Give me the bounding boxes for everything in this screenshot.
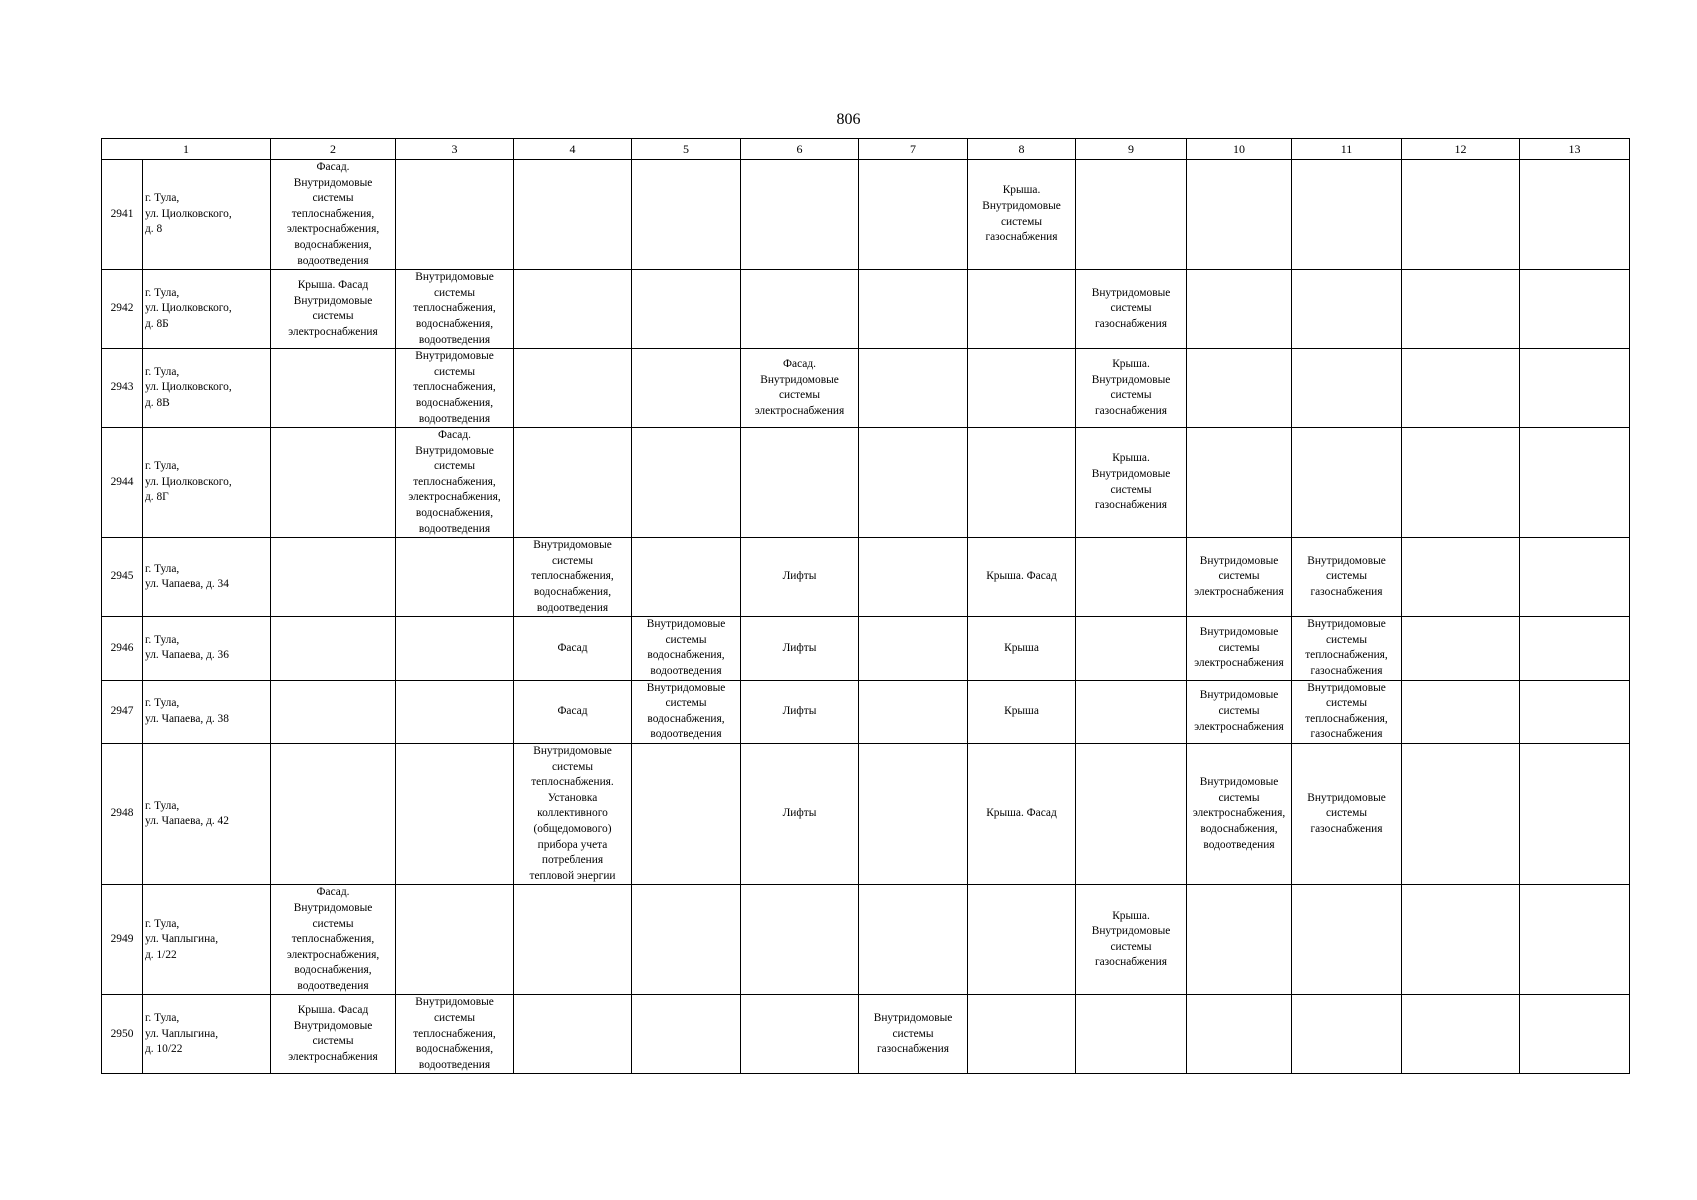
work-text: Внутридомовые системы теплоснабжения, водоснабжения, водоотведения <box>413 996 496 1071</box>
work-cell-col-11 <box>1292 270 1402 349</box>
address-text: г. Тула, ул. Циолковского, д. 8 <box>145 192 232 236</box>
address-cell <box>143 538 271 617</box>
row-number: 2942 <box>102 270 143 349</box>
work-text: Крыша. Внутридомовые системы газоснабжения <box>1091 909 1171 969</box>
work-text: Фасад. Внутридомовые системы электроснабжения <box>754 357 845 417</box>
work-text: Крыша. Внутридомовые системы газоснабжения <box>1091 452 1171 512</box>
work-cell-col-3 <box>396 885 514 995</box>
work-cell-col-12 <box>1402 428 1520 538</box>
work-cell-col-13 <box>1520 538 1630 617</box>
work-cell-col-10 <box>1187 349 1292 428</box>
work-cell-col-3 <box>396 995 514 1074</box>
work-cell-col-3 <box>396 428 514 538</box>
work-cell-col-8 <box>968 995 1076 1074</box>
address-text: г. Тула, ул. Чапаева, д. 34 <box>145 562 229 591</box>
work-cell-col-11 <box>1292 428 1402 538</box>
work-cell-col-9 <box>1076 160 1187 270</box>
work-text: Внутридомовые системы газоснабжения <box>1307 791 1386 835</box>
page-number: 806 <box>836 111 861 128</box>
work-cell-col-11 <box>1292 617 1402 680</box>
work-cell-col-5 <box>632 617 741 680</box>
work-cell-col-3 <box>396 538 514 617</box>
work-text: Внутридомовые системы теплоснабжения, газоснабжения <box>1305 618 1388 677</box>
work-cell-col-8 <box>968 270 1076 349</box>
work-cell-col-4 <box>514 160 632 270</box>
work-cell-col-9 <box>1076 428 1187 538</box>
column-number-row <box>102 139 1630 160</box>
work-cell-col-11 <box>1292 885 1402 995</box>
work-text: Лифты <box>782 570 817 583</box>
table-row <box>102 270 1630 349</box>
work-cell-col-2 <box>271 349 396 428</box>
column-header-5: 5 <box>632 139 741 160</box>
work-cell-col-3 <box>396 349 514 428</box>
work-cell-col-4 <box>514 428 632 538</box>
work-cell-col-10 <box>1187 995 1292 1074</box>
address-cell <box>143 680 271 743</box>
work-cell-col-7 <box>859 885 968 995</box>
work-cell-col-12 <box>1402 995 1520 1074</box>
work-text: Лифты <box>782 641 817 654</box>
work-text: Внутридомовые системы теплоснабжения, водоснабжения, водоотведения <box>413 271 496 346</box>
work-cell-col-13 <box>1520 349 1630 428</box>
table-row <box>102 995 1630 1074</box>
work-cell-col-3 <box>396 743 514 884</box>
work-text: Крыша <box>1004 641 1039 654</box>
work-text: Внутридомовые системы газоснабжения <box>873 1012 953 1056</box>
work-cell-col-8 <box>968 538 1076 617</box>
work-cell-col-12 <box>1402 885 1520 995</box>
work-text: Крыша. Фасад Внутридомовые системы электроснабжения <box>288 278 378 338</box>
work-cell-col-8 <box>968 743 1076 884</box>
work-cell-col-7 <box>859 538 968 617</box>
work-cell-col-11 <box>1292 995 1402 1074</box>
work-cell-col-4 <box>514 743 632 884</box>
work-cell-col-3 <box>396 160 514 270</box>
work-cell-col-8 <box>968 160 1076 270</box>
work-cell-col-12 <box>1402 349 1520 428</box>
table-row <box>102 680 1630 743</box>
work-cell-col-5 <box>632 428 741 538</box>
row-number: 2944 <box>102 428 143 538</box>
work-text: Крыша. Внутридомовые системы газоснабжения <box>982 184 1061 244</box>
work-text: Внутридомовые системы теплоснабжения, водоснабжения, водоотведения <box>531 539 614 614</box>
work-text: Крыша. Внутридомовые системы газоснабжения <box>1091 357 1171 417</box>
table-row <box>102 538 1630 617</box>
work-cell-col-4 <box>514 680 632 743</box>
work-cell-col-6 <box>741 538 859 617</box>
work-cell-col-4 <box>514 538 632 617</box>
work-cell-col-2 <box>271 428 396 538</box>
work-cell-col-9 <box>1076 995 1187 1074</box>
table-row <box>102 617 1630 680</box>
work-cell-col-10 <box>1187 160 1292 270</box>
work-cell-col-3 <box>396 680 514 743</box>
work-text: Крыша <box>1004 704 1039 717</box>
work-cell-col-9 <box>1076 270 1187 349</box>
work-cell-col-9 <box>1076 349 1187 428</box>
table-row <box>102 349 1630 428</box>
work-cell-col-8 <box>968 617 1076 680</box>
column-header-9: 9 <box>1076 139 1187 160</box>
work-text: Крыша. Фасад <box>986 807 1057 820</box>
row-number: 2941 <box>102 160 143 270</box>
work-cell-col-5 <box>632 349 741 428</box>
work-cell-col-7 <box>859 680 968 743</box>
work-cell-col-13 <box>1520 680 1630 743</box>
work-cell-col-13 <box>1520 270 1630 349</box>
work-cell-col-9 <box>1076 885 1187 995</box>
work-cell-col-5 <box>632 538 741 617</box>
work-cell-col-11 <box>1292 349 1402 428</box>
work-cell-col-5 <box>632 270 741 349</box>
work-cell-col-8 <box>968 680 1076 743</box>
work-cell-col-12 <box>1402 680 1520 743</box>
work-cell-col-11 <box>1292 680 1402 743</box>
column-header-7: 7 <box>859 139 968 160</box>
address-text: г. Тула, ул. Чаплыгина, д. 10/22 <box>145 1012 219 1056</box>
column-header-4: 4 <box>514 139 632 160</box>
work-cell-col-10 <box>1187 538 1292 617</box>
work-cell-col-11 <box>1292 160 1402 270</box>
work-cell-col-13 <box>1520 995 1630 1074</box>
table-row <box>102 160 1630 270</box>
work-cell-col-7 <box>859 995 968 1074</box>
work-cell-col-8 <box>968 885 1076 995</box>
work-cell-col-11 <box>1292 743 1402 884</box>
work-cell-col-9 <box>1076 617 1187 680</box>
address-text: г. Тула, ул. Циолковского, д. 8Б <box>145 286 232 330</box>
work-cell-col-2 <box>271 160 396 270</box>
work-cell-col-4 <box>514 617 632 680</box>
table-row <box>102 743 1630 884</box>
work-cell-col-12 <box>1402 743 1520 884</box>
row-number: 2947 <box>102 680 143 743</box>
work-cell-col-5 <box>632 680 741 743</box>
work-cell-col-10 <box>1187 270 1292 349</box>
address-text: г. Тула, ул. Чапаева, д. 38 <box>145 697 229 725</box>
work-cell-col-7 <box>859 270 968 349</box>
row-number: 2945 <box>102 538 143 617</box>
work-cell-col-6 <box>741 680 859 743</box>
work-cell-col-13 <box>1520 617 1630 680</box>
work-text: Внутридомовые системы электроснабжения <box>1194 689 1284 733</box>
work-cell-col-4 <box>514 995 632 1074</box>
column-header-2: 2 <box>271 139 396 160</box>
row-number: 2946 <box>102 617 143 680</box>
work-cell-col-8 <box>968 428 1076 538</box>
work-cell-col-12 <box>1402 538 1520 617</box>
work-cell-col-7 <box>859 160 968 270</box>
row-number: 2948 <box>102 743 143 884</box>
work-cell-col-10 <box>1187 680 1292 743</box>
work-cell-col-8 <box>968 349 1076 428</box>
work-cell-col-13 <box>1520 428 1630 538</box>
work-cell-col-11 <box>1292 538 1402 617</box>
work-text: Внутридомовые системы водоснабжения, водоотведения <box>646 681 726 741</box>
address-cell <box>143 617 271 680</box>
address-cell <box>143 160 271 270</box>
work-cell-col-6 <box>741 885 859 995</box>
work-text: Фасад. Внутридомовые системы теплоснабжения, электроснабжения, водоснабжения, водоотведения <box>286 886 380 992</box>
work-cell-col-5 <box>632 885 741 995</box>
repair-schedule-table <box>101 138 1630 1074</box>
work-cell-col-3 <box>396 617 514 680</box>
work-cell-col-9 <box>1076 538 1187 617</box>
work-cell-col-2 <box>271 680 396 743</box>
column-header-8: 8 <box>968 139 1076 160</box>
address-cell <box>143 428 271 538</box>
work-cell-col-6 <box>741 743 859 884</box>
work-cell-col-4 <box>514 349 632 428</box>
work-cell-col-9 <box>1076 743 1187 884</box>
work-text: Внутридомовые системы электроснабжения, водоснабжения, водоотведения <box>1192 776 1286 851</box>
work-text: Фасад. Внутридомовые системы теплоснабжения, электроснабжения, водоснабжения, водоотведения <box>408 429 501 535</box>
column-header-6: 6 <box>741 139 859 160</box>
address-cell <box>143 743 271 884</box>
work-cell-col-12 <box>1402 270 1520 349</box>
address-cell <box>143 270 271 349</box>
table-row <box>102 885 1630 995</box>
row-number: 2950 <box>102 995 143 1074</box>
work-text: Крыша. Фасад <box>986 570 1057 583</box>
work-cell-col-2 <box>271 617 396 680</box>
address-cell <box>143 885 271 995</box>
work-text: Фасад <box>557 704 588 717</box>
work-text: Внутридомовые системы теплоснабжения, газоснабжения <box>1305 681 1388 741</box>
work-cell-col-13 <box>1520 160 1630 270</box>
work-cell-col-9 <box>1076 680 1187 743</box>
work-text: Внутридомовые системы газоснабжения <box>1307 554 1386 599</box>
work-cell-col-2 <box>271 270 396 349</box>
work-cell-col-10 <box>1187 617 1292 680</box>
address-cell <box>143 995 271 1074</box>
column-header-13: 13 <box>1520 139 1630 160</box>
work-cell-col-6 <box>741 428 859 538</box>
work-text: Фасад. Внутридомовые системы теплоснабжения, электроснабжения, водоснабжения, водоотведения <box>286 161 380 267</box>
work-text: Внутридомовые системы электроснабжения <box>1194 626 1284 670</box>
column-header-3: 3 <box>396 139 514 160</box>
work-cell-col-6 <box>741 995 859 1074</box>
work-text: Внутридомовые системы электроснабжения <box>1194 554 1284 599</box>
work-text: Внутридомовые системы теплоснабжения, водоснабжения, водоотведения <box>413 350 496 425</box>
address-text: г. Тула, ул. Циолковского, д. 8Г <box>145 460 232 504</box>
column-header-12: 12 <box>1402 139 1520 160</box>
work-cell-col-4 <box>514 885 632 995</box>
work-cell-col-2 <box>271 538 396 617</box>
work-cell-col-7 <box>859 617 968 680</box>
table-row <box>102 428 1630 538</box>
work-text: Внутридомовые системы водоснабжения, водоотведения <box>646 618 726 677</box>
work-cell-col-6 <box>741 160 859 270</box>
work-cell-col-7 <box>859 428 968 538</box>
work-text: Фасад <box>557 641 588 654</box>
work-cell-col-7 <box>859 743 968 884</box>
row-number: 2943 <box>102 349 143 428</box>
work-cell-col-6 <box>741 617 859 680</box>
work-cell-col-2 <box>271 743 396 884</box>
work-cell-col-10 <box>1187 743 1292 884</box>
work-cell-col-5 <box>632 995 741 1074</box>
work-cell-col-5 <box>632 743 741 884</box>
work-text: Внутридомовые системы теплоснабжения. Установка коллективного (общедомового) прибора учета потребления тепловой энергии <box>529 744 616 882</box>
column-header-11: 11 <box>1292 139 1402 160</box>
work-cell-col-10 <box>1187 885 1292 995</box>
work-cell-col-13 <box>1520 743 1630 884</box>
address-text: г. Тула, ул. Чапаева, д. 42 <box>145 799 229 828</box>
work-cell-col-2 <box>271 885 396 995</box>
work-cell-col-12 <box>1402 160 1520 270</box>
address-text: г. Тула, ул. Чапаева, д. 36 <box>145 633 229 662</box>
work-cell-col-6 <box>741 349 859 428</box>
column-header-1: 1 <box>102 139 271 160</box>
address-text: г. Тула, ул. Чаплыгина, д. 1/22 <box>145 917 219 961</box>
row-number: 2949 <box>102 885 143 995</box>
work-cell-col-2 <box>271 995 396 1074</box>
work-cell-col-4 <box>514 270 632 349</box>
address-cell <box>143 349 271 428</box>
work-cell-col-13 <box>1520 885 1630 995</box>
work-cell-col-7 <box>859 349 968 428</box>
work-text: Лифты <box>782 704 817 717</box>
work-text: Внутридомовые системы газоснабжения <box>1091 286 1171 330</box>
address-text: г. Тула, ул. Циолковского, д. 8В <box>145 365 232 409</box>
work-cell-col-5 <box>632 160 741 270</box>
work-text: Крыша. Фасад Внутридомовые системы электроснабжения <box>288 1004 378 1064</box>
work-text: Лифты <box>782 807 817 820</box>
work-cell-col-6 <box>741 270 859 349</box>
work-cell-col-3 <box>396 270 514 349</box>
work-cell-col-10 <box>1187 428 1292 538</box>
work-cell-col-12 <box>1402 617 1520 680</box>
column-header-10: 10 <box>1187 139 1292 160</box>
